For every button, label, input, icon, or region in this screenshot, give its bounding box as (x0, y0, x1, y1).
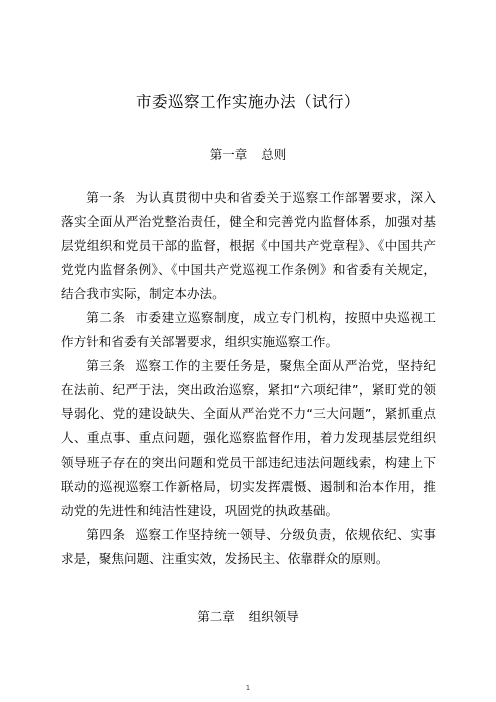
article-number: 第一条 (86, 190, 126, 205)
article-number: 第四条 (86, 526, 126, 542)
article-3 (61, 354, 436, 522)
chapter-title: 总则 (261, 147, 287, 162)
article-text: 市委建立巡察制度，成立专门机构，按照中央巡视工作方针和省委有关部署要求，组织实施巡察工作。 (61, 310, 437, 350)
article-2 (61, 306, 436, 354)
article-4 (61, 523, 436, 571)
chapter-heading-2 (0, 608, 496, 626)
article-number: 第三条 (86, 358, 126, 374)
document-title: 市委巡察工作实施办法（试行） (135, 93, 360, 111)
document-body (61, 186, 436, 571)
article-text: 巡察工作坚持统一领导、分级负责，依规依纪、实事求是，聚焦问题、注重实效，发扬民主、依靠群众的原则。 (61, 526, 437, 566)
chapter-number: 第一章 (209, 147, 248, 162)
article-1 (61, 186, 436, 306)
chapter-heading-1 (0, 146, 496, 164)
article-text: 为认真贯彻中央和省委关于巡察工作部署要求，深入落实全面从严治党整治责任，健全和完善党内监督体系，加强对基层党组织和党员干部的监督，根据《中国共产党章程》、《中国共产党党内监督条例》、《中国共产党巡视工作条例》和省委有关规定，结合我市实际，制定本办法。 (61, 190, 437, 302)
page-number: 1 (245, 684, 251, 692)
chapter-number: 第二章 (197, 609, 235, 624)
article-number: 第二条 (86, 310, 126, 326)
chapter-title: 组织领导 (248, 609, 299, 624)
article-text: 巡察工作的主要任务是，聚焦全面从严治党，坚持纪在法前、纪严于法，突出政治巡察，紧扣“六项纪律”，紧盯党的领导弱化、党的建设缺失、全面从严治党不力“三大问题”，紧抓重点人、重点事、重点问题，强化巡察监督作用，着力发现基层党组织领导班子存在的突出问题和党员干部违纪违法问题线索，构建上下联动的巡视巡察工作新格局，切实发挥震慑、遏制和治本作用，推动党的先进性和纯洁性建设，巩固党的执政基础。 (61, 358, 437, 518)
